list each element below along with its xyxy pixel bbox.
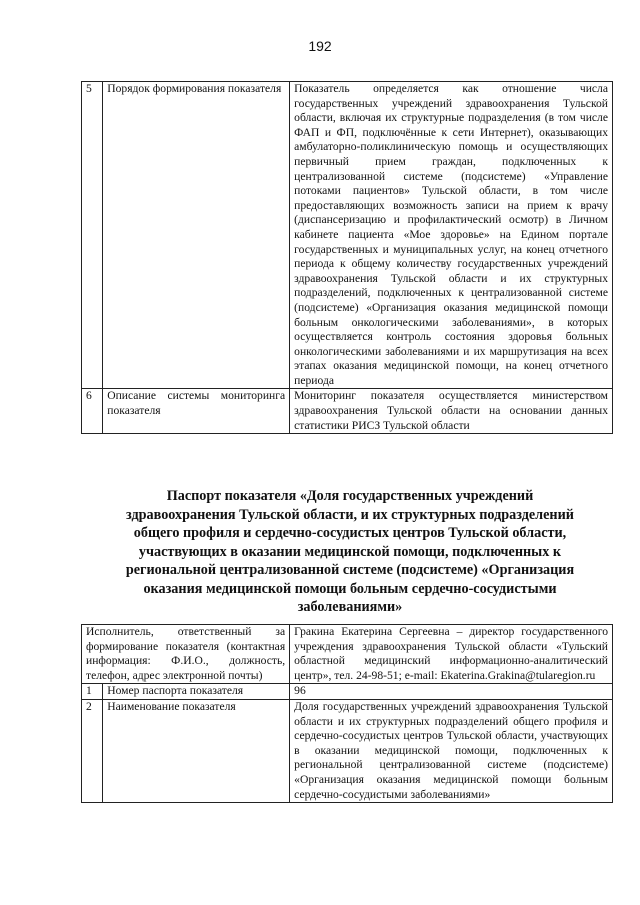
row-number: 1 [82,684,103,700]
row-value: Доля государственных учреждений здравоохранения Тульской области и их структурных подразделений общего профиля и сердечно-сосудистых центров Тульской области, участвующих в оказании медицинской помощи, подключенных к региональной централизованной системе (подсистеме) «Организация оказания медицинской помощи больным сердечно-сосудистыми заболеваниями» [290,699,613,802]
row-number: 5 [82,82,103,389]
heading-line: оказания медицинской помощи больным сердечно-сосудистыми [143,580,557,597]
table-row [82,684,613,700]
page-number: 192 [308,38,332,54]
table-row [82,699,613,802]
row-label: Номер паспорта показателя [103,684,290,700]
passport-table [81,624,613,803]
executor-label: Исполнитель, ответственный за формирование показателя (контактная информация: Ф.И.О., должность, телефон, адрес электронной почты) [82,625,290,684]
heading-line: общего профиля и сердечно-сосудистых центров Тульской области, [133,525,567,541]
table-row [82,82,613,389]
row-number: 2 [82,699,103,802]
passport-heading [90,487,610,617]
heading-line: заболеваниями» [297,599,403,615]
indicator-table-continuation [81,81,613,434]
table-row [82,625,613,684]
heading-line: региональной централизованной системе (подсистеме) «Организация [125,562,575,578]
row-value: Показатель определяется как отношение числа государственных учреждений здравоохранения Тульской области, включая их структурные подразделения (в том числе ФАП и ФП, подключённые к сети Интернет), оказывающих амбулаторно-поликлиническую помощь и осуществляющих первичный прием граждан, подключенных к централизованной системе (подсистеме) «Управление потоками пациентов» Тульской области, в том числе предоставляющих возможность записи на прием к врачу (диспансеризацию и профилактический осмотр) в Личном кабинете пациента «Мое здоровье» на Едином портале государственных и муниципальных услуг, на конец отчетного периода к общему количеству государственных учреждений здравоохранения Тульской области и их структурных подразделений, подключенных к централизованной системе (подсистеме) «Организация оказания медицинской помощи больным онкологическими заболеваниями», в которых осуществляется контроль состояния здоровья больных онкологическими заболеваниями и их маршрутизация на всех этапах оказания медицинской помощи, на конец отчетного периода [290,82,613,389]
row-label: Наименование показателя [103,699,290,802]
executor-value: Гракина Екатерина Сергеевна – директор государственного учреждения здравоохранения Тульской области «Тульский областной медицинский информационно-аналитический центр», тел. 24-98-51; e-mail: Ekaterina.Grakina@tularegion.ru [290,625,613,684]
table-row [82,389,613,434]
row-value: 96 [290,684,613,700]
row-value: Мониторинг показателя осуществляется министерством здравоохранения Тульской области на основании данных статистики РИСЗ Тульской области [290,389,613,434]
heading-line: участвующих в оказании медицинской помощи, подключенных к [138,543,562,560]
row-label: Описание системы мониторинга показателя [103,389,290,434]
row-label: Порядок формирования показателя [103,82,290,389]
heading-line: Паспорт показателя «Доля государственных учреждений [166,488,534,504]
heading-line: здравоохранения Тульской области, и их структурных подразделений [126,506,574,523]
row-number: 6 [82,389,103,434]
